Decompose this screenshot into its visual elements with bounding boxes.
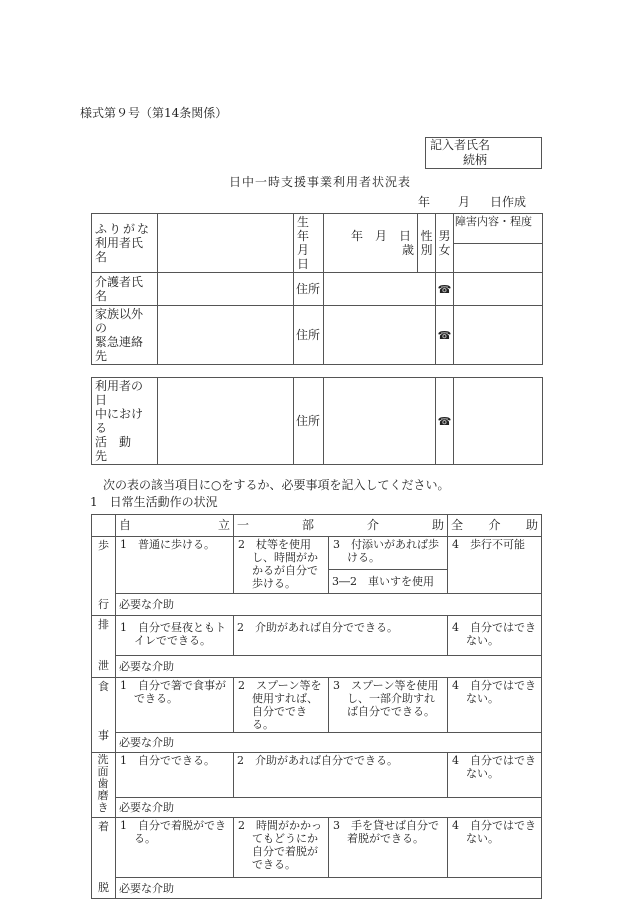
date-year: 年 [418, 195, 431, 209]
activity-phone-field[interactable] [454, 378, 543, 465]
activity-name-field[interactable] [158, 378, 294, 465]
birth-month: 月 [375, 229, 388, 243]
emergency-name-field[interactable] [158, 306, 294, 365]
washing-option-4[interactable]: 4 自分ではできない。 [448, 753, 542, 798]
eating-label: 食 事 [92, 678, 116, 753]
adl-table [91, 514, 542, 899]
sex-option[interactable] [436, 214, 454, 273]
caregiver-label: 介護者氏名 [92, 273, 158, 306]
walking-option-3-2[interactable]: 3―2 車いすを使用 [329, 570, 448, 594]
sex-male[interactable]: 男 [438, 229, 451, 243]
user-info-table [91, 213, 543, 365]
toilet-label: 排 泄 [92, 616, 116, 678]
sex-label-2: 別 [420, 243, 433, 257]
writer-relation-label: 続柄 [463, 153, 488, 167]
emergency-label-1: 家族以外の [95, 307, 144, 335]
user-name-field[interactable] [158, 214, 294, 273]
dressing-label: 着 脱 [92, 818, 116, 899]
header-independent: 自 立 [116, 515, 234, 537]
emergency-address-label: 住所 [294, 306, 324, 365]
birth-date-field[interactable] [324, 214, 418, 273]
activity-label-2: 中における [95, 407, 144, 435]
instruction-text: 次の表の該当項目に○をするか、必要事項を記入してください。 [103, 478, 450, 492]
caregiver-address-label: 住所 [294, 273, 324, 306]
date-month: 月 [458, 195, 471, 209]
walking-option-2[interactable]: 2 杖等を使用し、時間がかかるが自分で歩ける。 [234, 537, 329, 594]
activity-address-field[interactable] [324, 378, 436, 465]
birth-year: 年 [351, 229, 364, 243]
user-name-label: 利用者氏名 [95, 236, 144, 264]
phone-icon: ☎ [436, 306, 454, 365]
toilet-needed-assist[interactable]: 必要な介助 [116, 656, 542, 678]
caregiver-phone-field[interactable] [454, 273, 543, 306]
phone-icon: ☎ [436, 378, 454, 465]
phone-icon: ☎ [436, 273, 454, 306]
eating-option-1[interactable]: 1 自分で箸で食事ができる。 [116, 678, 234, 733]
washing-option-2[interactable]: 2 介助があれば自分でできる。 [234, 753, 448, 798]
caregiver-address-field[interactable] [324, 273, 436, 306]
header-partial-assist: 一 部 介 助 [234, 515, 448, 537]
birth-label-2: 月日 [297, 243, 310, 271]
emergency-label-2: 緊急連絡先 [95, 335, 144, 363]
furigana-label: ふりがな [95, 222, 152, 236]
dressing-option-3[interactable]: 3 手を貸せば自分で着脱ができる。 [329, 818, 448, 878]
washing-option-1[interactable]: 1 自分でできる。 [116, 753, 234, 798]
walking-option-4[interactable]: 4 歩行不可能 [448, 537, 542, 594]
washing-needed-assist[interactable]: 必要な介助 [116, 798, 542, 818]
eating-option-4[interactable]: 4 自分ではできない。 [448, 678, 542, 733]
eating-option-2[interactable]: 2 スプーン等を使用すれば、自分でできる。 [234, 678, 329, 733]
dressing-option-1[interactable]: 1 自分で着脱ができる。 [116, 818, 234, 878]
birth-day: 日 [399, 229, 412, 243]
age: 歳 [401, 243, 414, 257]
emergency-phone-field[interactable] [454, 306, 543, 365]
disability-field[interactable] [454, 243, 543, 273]
toilet-option-1[interactable]: 1 自分で昼夜ともトイレでできる。 [116, 616, 234, 656]
eating-needed-assist[interactable]: 必要な介助 [116, 733, 542, 753]
date-day: 日作成 [490, 195, 527, 209]
form-number: 様式第９号（第14条関係） [80, 106, 228, 120]
section-title: 1 日常生活動作の状況 [90, 495, 218, 509]
eating-option-3[interactable]: 3 スプーン等を使用し、一部介助すれば自分でできる。 [329, 678, 448, 733]
birth-label-1: 生年 [297, 215, 310, 243]
dressing-needed-assist[interactable]: 必要な介助 [116, 878, 542, 899]
page-title: 日中一時支援事業利用者状況表 [229, 175, 412, 189]
activity-address-label: 住所 [294, 378, 324, 465]
activity-label-3: 活 動 先 [95, 435, 144, 463]
walking-option-1[interactable]: 1 普通に歩ける。 [116, 537, 234, 594]
dressing-option-2[interactable]: 2 時間がかかってもどうにか自分で着脱ができる。 [234, 818, 329, 878]
header-full-assist: 全 介 助 [448, 515, 542, 537]
washing-label: 洗面歯磨き [92, 753, 116, 818]
toilet-option-4[interactable]: 4 自分ではできない。 [448, 616, 542, 656]
walking-label: 歩 行 [92, 537, 116, 616]
disability-label: 障害内容・程度 [454, 214, 543, 244]
walking-needed-assist[interactable]: 必要な介助 [116, 594, 542, 616]
emergency-address-field[interactable] [324, 306, 436, 365]
dressing-option-4[interactable]: 4 自分ではできない。 [448, 818, 542, 878]
toilet-option-2[interactable]: 2 介助があれば自分でできる。 [234, 616, 448, 656]
walking-option-3[interactable]: 3 付添いがあれば歩ける。 [329, 537, 448, 570]
activity-label-1: 利用者の日 [95, 379, 144, 407]
sex-female[interactable]: 女 [438, 243, 451, 257]
writer-box [425, 137, 542, 169]
writer-name-label: 記入者氏名 [430, 138, 491, 152]
caregiver-name-field[interactable] [158, 273, 294, 306]
date-line [80, 195, 542, 210]
form-sheet [80, 106, 542, 899]
activity-table [91, 377, 543, 465]
sex-label-1: 性 [420, 229, 433, 243]
